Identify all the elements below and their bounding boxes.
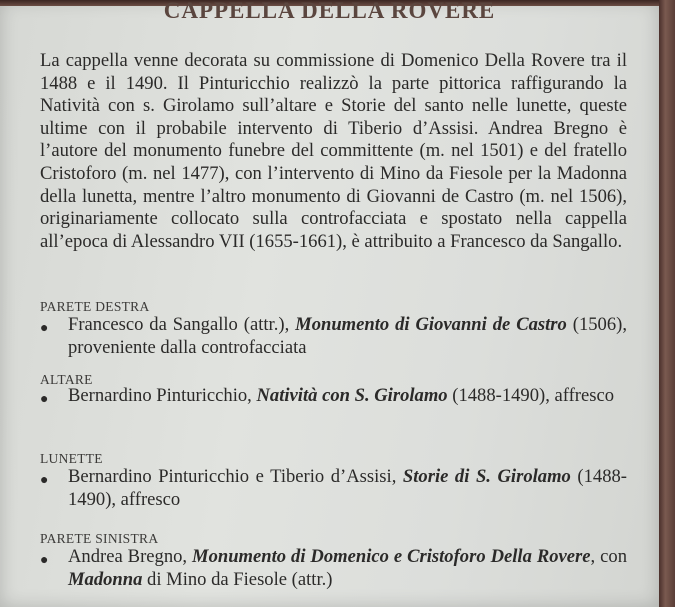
panel-title: CAPPELLA DELLA ROVERE (163, 0, 496, 23)
bullet-icon: ● (40, 553, 49, 568)
section-label-lunette: LUNETTE (40, 451, 103, 466)
section-entry-parete-sinistra (68, 546, 627, 591)
entry-text: di Mino da Fiesole (attr.) (142, 568, 333, 590)
entry-text: (1506), proveniente dalla controfacciata (68, 314, 627, 358)
entry-text: (1488-1490), affresco (447, 385, 615, 406)
artwork-title: Monumento di Giovanni de Castro (295, 314, 567, 335)
frame-right-edge (659, 0, 675, 607)
entry-text: Bernardino Pinturicchio, (68, 385, 257, 406)
artwork-title: Natività con S. Girolamo (256, 385, 448, 406)
intro-paragraph: La cappella venne decorata su commissione di Domenico Della Rovere tra il 1488 e il 1490. Il Pinturicchio realizzò la parte pittorica raffigurando la Natività con s. Girolamo sull’altare e Storie del santo nelle lunette, queste ultime con il probabile intervento di Tiberio d’Assisi. Andrea Bregno è l’autore del monumento funebre del committente (m. nel 1501) e del fratello Cristoforo (m. nel 1477), con l’intervento di Mino da Fiesole per la Madonna della lunetta, mentre l’altro monumento di Giovanni de Castro (m. nel 1506), originariamente collocato sulla controfacciata e spostato nella cappella all’epoca di Alessandro VII (1655-1661), è attribuito a Francesco da Sangallo. (40, 50, 627, 252)
entry-text: (1488-1490), affresco (68, 466, 627, 510)
section-label-altare: ALTARE (40, 372, 93, 387)
bullet-icon: ● (40, 321, 49, 336)
artwork-title: Storie di S. Girolamo (402, 466, 571, 487)
entry-text: , con (590, 546, 627, 567)
artwork-title: Madonna (68, 568, 143, 590)
section-label-parete-destra: PARETE DESTRA (40, 299, 150, 314)
section-label-parete-sinistra: PARETE SINISTRA (40, 531, 159, 546)
entry-text: Andrea Bregno, (68, 546, 193, 567)
entry-text: Francesco da Sangallo (attr.), (68, 314, 296, 335)
bullet-icon: ● (40, 392, 49, 407)
section-entry-altare (68, 385, 627, 408)
artwork-title: Monumento di Domenico e Cristoforo Della Rovere (192, 546, 591, 567)
entry-text: Bernardino Pinturicchio e Tiberio d’Assisi, (68, 466, 403, 487)
section-entry-lunette (68, 466, 627, 511)
bullet-icon: ● (40, 473, 49, 488)
section-entry-parete-destra (68, 314, 627, 359)
